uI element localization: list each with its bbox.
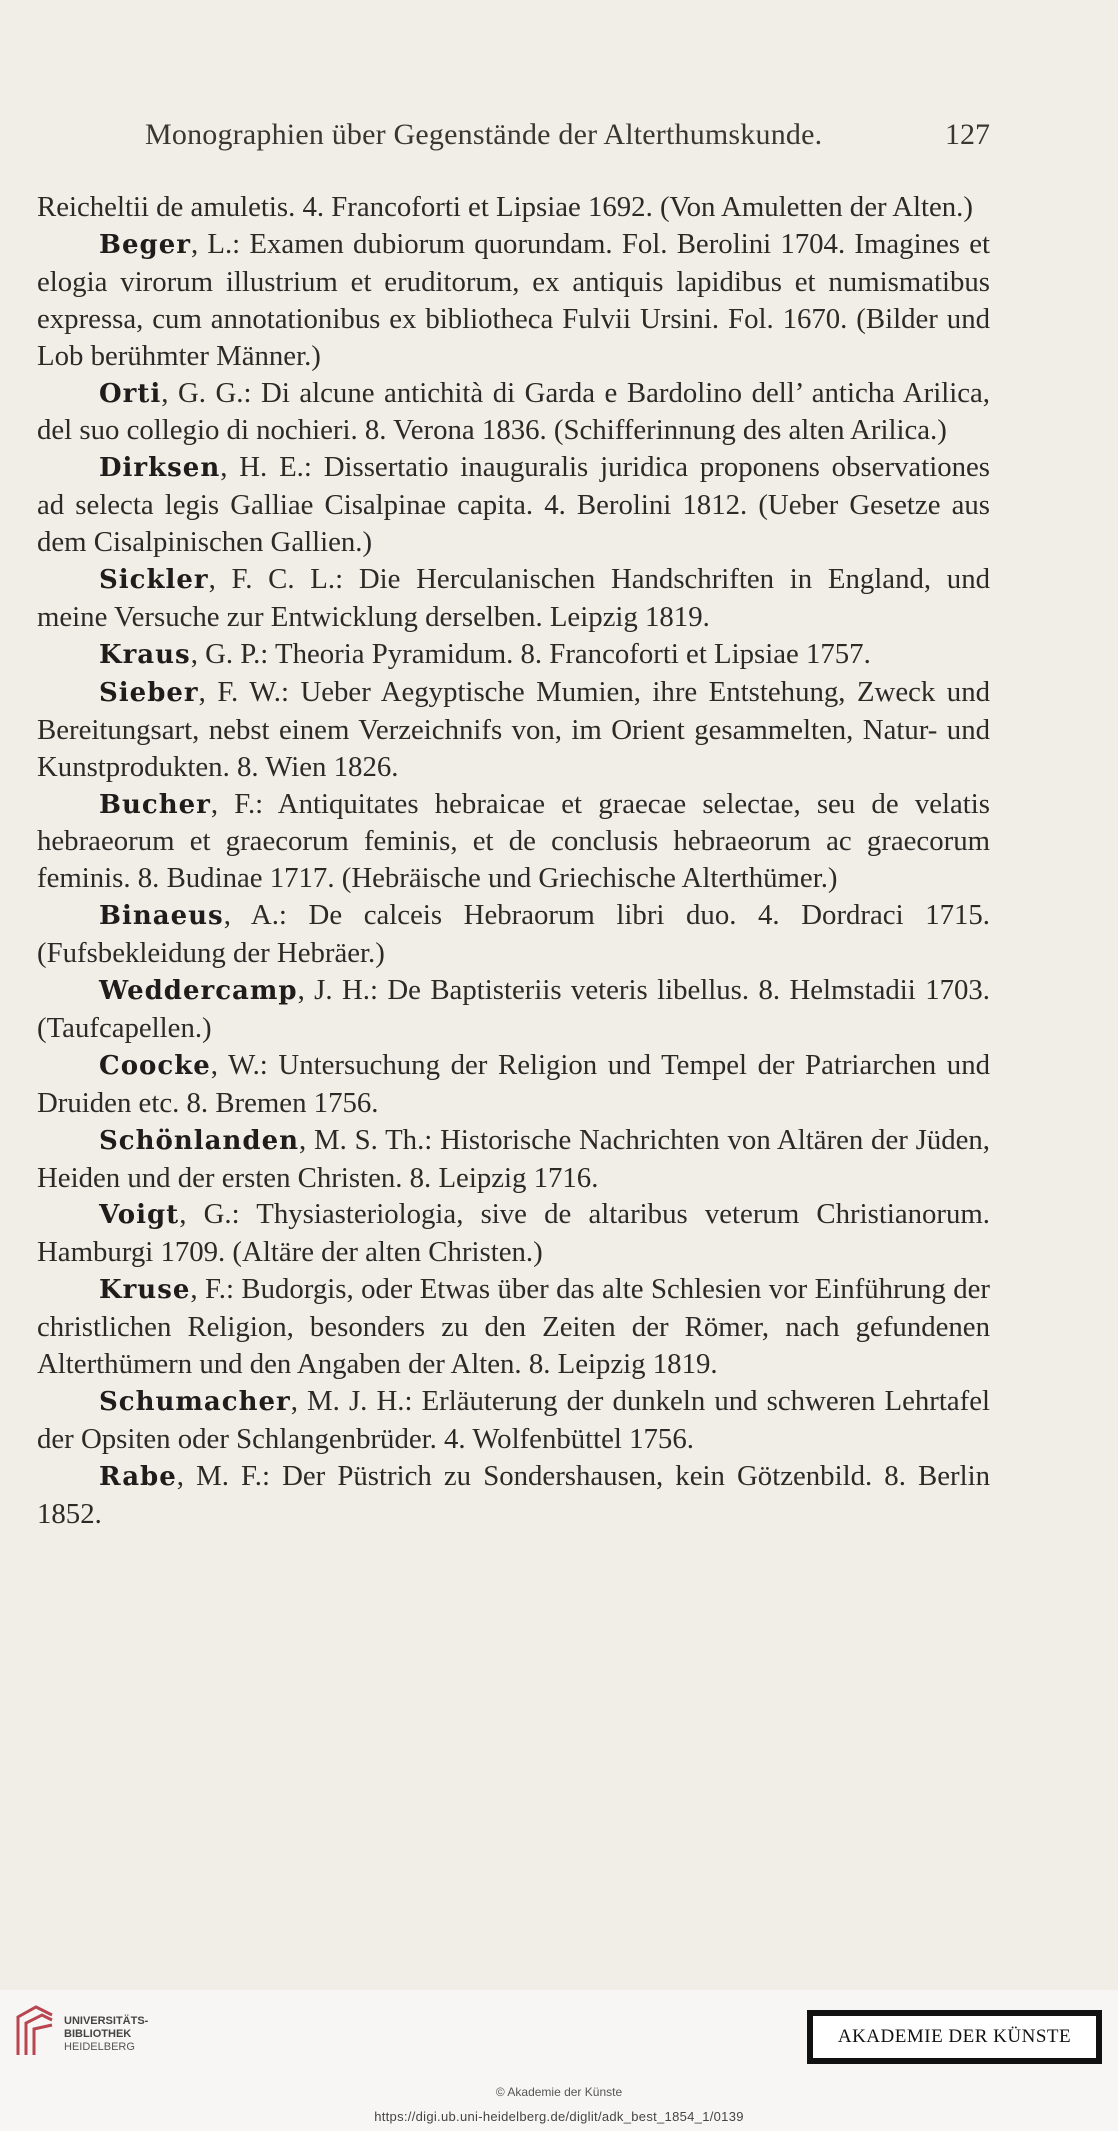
bibliography-entry <box>37 674 990 786</box>
copyright-notice: © Akademie der Künste <box>495 2085 623 2099</box>
entry-author: Sieber <box>99 677 199 708</box>
entry-author: Weddercamp <box>99 976 298 1007</box>
entry-text: , M. J. H.: Erläuterung der dunkeln und schweren Lehrtafel der Opsiten oder Schlangenbrüder. 4. Wolfenbüttel 1756. <box>37 1385 990 1455</box>
library-line: HEIDELBERG <box>64 2041 135 2053</box>
library-name <box>64 2015 148 2054</box>
bibliography-entry <box>37 226 990 375</box>
entry-author: Rabe <box>99 1461 177 1492</box>
bibliography-entry <box>37 1383 990 1458</box>
bibliography-entry <box>37 1122 990 1197</box>
entry-text: , F.: Antiquitates hebraicae et graecae selectae, seu de velatis hebraeorum et graecorum feminis, et de conclusis hebraeorum ac graecorum feminis. 8. Budinae 1717. (Hebräische und Griechische Alterthümer.) <box>37 787 990 895</box>
entry-author: Schönlanden <box>99 1125 300 1156</box>
bibliography-entry <box>37 561 990 636</box>
entry-author: Kraus <box>99 639 191 670</box>
bibliography-entry <box>37 786 990 898</box>
entry-author: Dirksen <box>99 453 221 484</box>
entry-text: , G. G.: Di alcune antichità di Garda e Bardolino dell’ anticha Arilica, del suo collegio di nochieri. 8. Verona 1836. (Schifferinnung des alten Arilica.) <box>37 376 990 447</box>
entry-author: Bucher <box>99 789 211 820</box>
bibliography-entry <box>37 636 990 674</box>
entry-author: Beger <box>99 229 191 260</box>
entry-text: , G.: Thysiasteriologia, sive de altaribus veterum Christianorum. Hamburgi 1709. (Altäre der alten Christen.) <box>37 1198 990 1269</box>
bibliography-entry <box>37 1047 990 1122</box>
entry-author: Sickler <box>99 565 209 596</box>
library-logo-icon <box>12 2003 58 2063</box>
bibliography-entry <box>37 1196 990 1271</box>
entry-text: , J. H.: De Baptisteriis veteris libellus. 8. Helmstadii 1703. (Taufcapellen.) <box>37 974 990 1044</box>
entry-text: , H. E.: Dissertatio inauguralis juridica proponens observationes ad selecta legis Galliae Cisalpinae capita. 4. Berolini 1812. (Ueber Gesetze aus dem Cisalpinischen Gallien.) <box>37 451 990 559</box>
library-line: UNIVERSITÄTS- <box>64 2015 149 2027</box>
bibliography-entry <box>37 449 990 561</box>
entry-text: , F.: Budorgis, oder Etwas über das alte Schlesien vor Einführung der christlichen Religion, besonders zu den Zeiten der Römer, nach gefundenen Alterthümern und den Angaben der Alten. 8. Leipzig 1819. <box>37 1273 990 1381</box>
entry-text: , G. P.: Theoria Pyramidum. 8. Francoforti et Lipsiae 1757. <box>190 637 871 670</box>
bibliography-entry <box>37 1271 990 1383</box>
bibliography-entry <box>37 1458 990 1533</box>
entry-text: , F. C. L.: Die Herculanischen Handschriften in England, und meine Versuche zur Entwicklung derselben. Leipzig 1819. <box>37 563 990 633</box>
entry-author: Orti <box>99 378 162 409</box>
bibliography-entry <box>37 375 990 450</box>
bibliography-list <box>37 189 990 1533</box>
adk-logo-label: AKADEMIE DER KÜNSTE <box>813 2016 1096 2058</box>
bibliography-entry <box>37 897 990 972</box>
header-title: Monographien über Gegenstände der Alterthumskunde. <box>145 118 823 151</box>
university-library-logo[interactable] <box>12 2003 152 2063</box>
entry-text: , M. F.: Der Püstrich zu Sondershausen, kein Götzenbild. 8. Berlin 1852. <box>37 1459 990 1530</box>
entry-text: , A.: De calceis Hebraorum libri duo. 4. Dordraci 1715. (Fufsbekleidung der Hebräer.) <box>37 899 990 970</box>
entry-author: Kruse <box>99 1275 191 1306</box>
running-header <box>145 118 990 158</box>
adk-logo[interactable] <box>807 2010 1102 2064</box>
entry-author: Coocke <box>99 1050 211 1081</box>
entry-text: , F. W.: Ueber Aegyptische Mumien, ihre Entstehung, Zweck und Bereitungsart, nebst einem Verzeichnifs von, im Orient gesammelten, Natur- und Kunstprodukten. 8. Wien 1826. <box>37 675 990 783</box>
entry-text: , L.: Examen dubiorum quorundam. Fol. Berolini 1704. Imagines et elogia virorum illustrium et eruditorum, ex antiquis lapidibus et numismatibus expressa, cum annotationibus ex bibliotheca Fulvii Ursini. Fol. 1670. (Bilder und Lob berühmter Männer.) <box>37 227 990 372</box>
entry-author: Voigt <box>99 1200 180 1231</box>
entry-text: Reicheltii de amuletis. 4. Francoforti et Lipsiae 1692. (Von Amuletten der Alten.) <box>37 191 973 223</box>
entry-author: Binaeus <box>99 901 224 932</box>
permalink-url[interactable]: https://digi.ub.uni-heidelberg.de/diglit/adk_best_1854_1/0139 <box>374 2109 744 2124</box>
bibliography-entry <box>37 189 990 226</box>
entry-text: , W.: Untersuchung der Religion und Tempel der Patriarchen und Druiden etc. 8. Bremen 1756. <box>37 1048 990 1119</box>
entry-text: , M. S. Th.: Historische Nachrichten von Altären der Jüden, Heiden und der ersten Christen. 8. Leipzig 1716. <box>37 1123 990 1194</box>
page-number: 127 <box>945 118 990 151</box>
bibliography-entry <box>37 972 990 1047</box>
entry-author: Schumacher <box>99 1387 291 1417</box>
library-line: BIBLIOTHEK <box>64 2028 132 2040</box>
